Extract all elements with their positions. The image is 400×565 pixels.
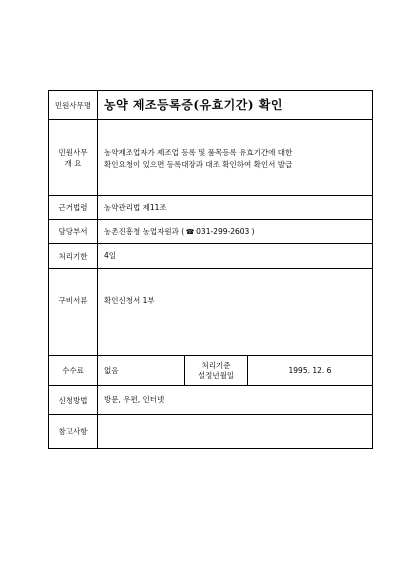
row-law [49,196,372,220]
row-fee [49,356,372,386]
row-method [49,386,372,415]
row-title [49,91,372,120]
fee-label: 수수료 [49,356,98,385]
summary-value: 농약제조업자가 제조업 등록 및 품목등록 유효기간에 대한 확인요청이 있으면 등록대장과 대조 확인하여 확인서 발급 [104,148,293,169]
title-label: 민원사무명 [49,91,98,119]
dept-label: 담당부서 [49,220,98,243]
row-docs [49,269,372,356]
docs-label: 구비서류 [49,269,98,355]
period-label: 처리기한 [49,244,98,268]
law-label: 근거법령 [49,196,98,219]
dept-prefix: 농촌진흥청 농업자원과 ( [104,226,185,236]
method-value: 방문, 우편, 인터넷 [104,395,165,404]
period-value: 4일 [104,251,117,260]
civil-affairs-form [48,90,373,449]
std-label: 처리기준 설정년월일 [185,356,248,385]
row-dept [49,220,372,244]
method-label: 신청방법 [49,386,98,414]
std-value: 1995. 12. 6 [288,365,332,375]
law-value: 농약관리법 제11조 [104,202,167,212]
row-note [49,415,372,448]
dept-value [104,220,368,243]
summary-label: 민원사무 개 요 [49,120,98,195]
dept-phone: 031-299-2603 ) [196,226,255,236]
note-value [104,415,368,448]
fee-value: 없음 [98,356,185,385]
phone-icon: ☎ [185,227,195,236]
row-summary [49,120,372,196]
docs-value: 확인신청서 1부 [104,296,155,305]
note-label: 참고사항 [49,415,98,448]
row-period [49,244,372,269]
title-value: 농약 제조등록증(유효기간) 확인 [104,98,283,112]
